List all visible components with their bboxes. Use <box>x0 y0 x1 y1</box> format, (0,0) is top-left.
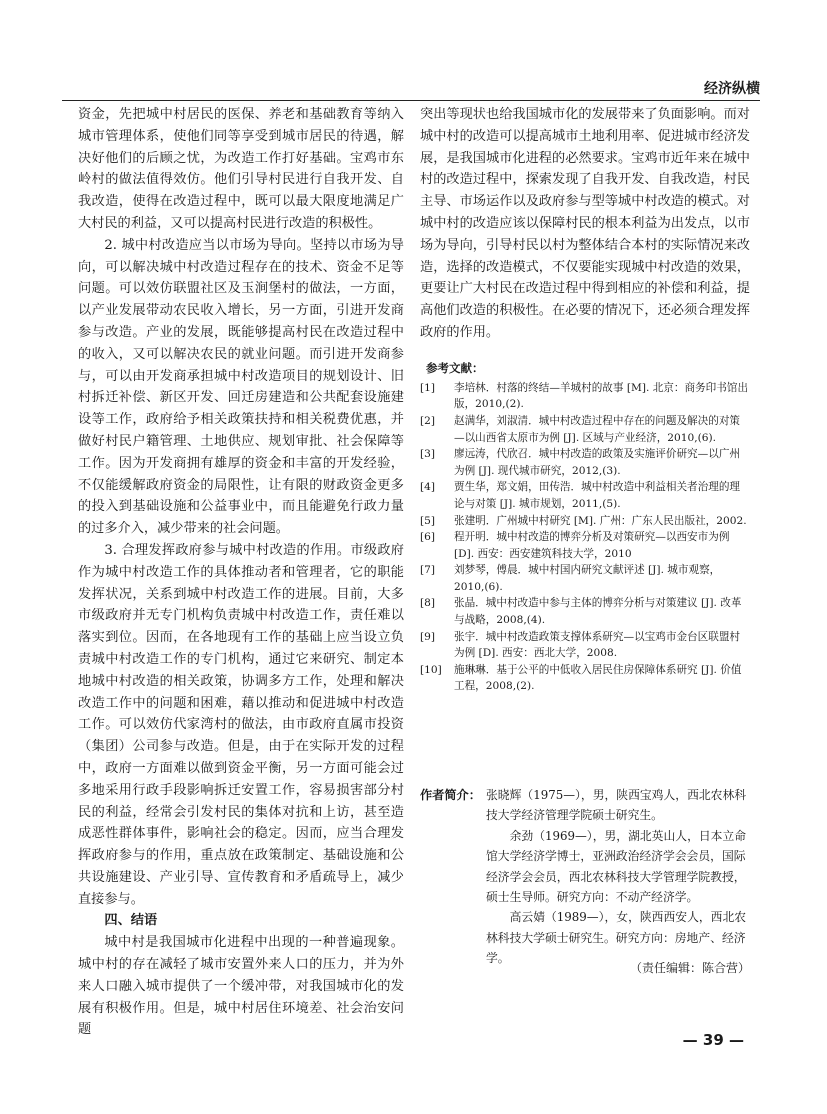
reference-item <box>420 562 750 595</box>
reference-item <box>420 629 750 662</box>
reference-number: [4] <box>420 481 436 494</box>
author-info-body <box>486 785 750 969</box>
header-rule <box>62 100 760 101</box>
reference-text: 张建明．广州城中村研究 [M]. 广州：广东人民出版社，2002. <box>454 514 747 527</box>
left-column <box>78 104 404 1041</box>
right-column <box>420 104 750 695</box>
body-paragraph: 城中村是我国城市化进程中出现的一种普遍现象。城中村的存在减轻了城市安置外来人口的压力，并为外来人口融入城市提供了一个缓冲带，对我国城市化的发展有积极作用。但是，城中村居住环境差、社会治安问题 <box>78 935 404 1038</box>
reference-text: 刘梦琴，傅晨．城中村国内研究文献评述 [J]. 城市观察，2010,(6). <box>454 564 721 593</box>
page-number: — 39 — <box>682 1031 744 1049</box>
references-title: 参考文献： <box>426 360 484 375</box>
reference-text: 廖远涛，代欣召．城中村改造的政策及实施评价研究—以广州为例 [J]. 现代城市研究，2012,(3). <box>454 448 741 477</box>
reference-number: [9] <box>420 630 436 643</box>
references-list <box>420 380 750 695</box>
reference-item <box>420 446 750 479</box>
reference-text: 贾生华，郑文娟，田传浩．城中村改造中利益相关者治理的理论与对策 [J]. 城市规划，2011,(5). <box>454 481 741 510</box>
body-paragraph: 突出等现状也给我国城市化的发展带来了负面影响。而对城中村的改造可以提高城市土地利用率、促进城市经济发展，是我国城市化进程的必然要求。宝鸡市近年来在城中村的改造过程中，探索发现了自我开发、自我改造，村民主导、市场运作以及政府参与型等城中村改造的模式。对城中村的改造应该以保障村民的根本利益为出发点，以市场为导向，引导村民以村为整体结合本村的实际情况来改造，选择的改造模式，不仅要能实现城中村改造的效果，更要让广大村民在改造过程中得到相应的补偿和利益，提高他们改造的积极性。在必要的情况下，还必须合理发挥政府的作用。 <box>420 107 750 340</box>
author-entry: 张晓辉（1975—），男，陕西宝鸡人，西北农林科技大学经济管理学院硕士研究生。 <box>486 788 747 823</box>
body-paragraph: 2. 城中村改造应当以市场为导向。坚持以市场为导向，可以解决城中村改造过程存在的技术、资金不足等问题。可以效仿联盟社区及玉涧堡村的做法，一方面，以产业发展带动农民收入增长，另一方面，引进开发商参与改造。产业的发展，既能够提高村民在改造过程中的收入，又可以解决农民的就业问题。而引进开发商参与，可以由开发商承担城中村改造项目的规划设计、旧村拆迁补偿、新区开发、回迁房建造和公共配套设施建设等工作，政府给予相关政策扶持和相关税费优惠，并做好村民户籍管理、土地供应、规划审批、社会保障等工作。因为开发商拥有雄厚的资金和丰富的开发经验，不仅能缓解政府资金的局限性，让有限的财政资金更多的投入到基础设施和公益事业中，而且能避免行政力量的过多介入，减少带来的社会问题。 <box>78 237 404 537</box>
reference-number: [2] <box>420 414 436 427</box>
reference-item <box>420 513 750 530</box>
body-paragraph: 资金，先把城中村居民的医保、养老和基础教育等纳入城市管理体系，使他们同等享受到城市居民的待遇，解决好他们的后顾之忧，为改造工作打好基础。宝鸡市东岭村的做法值得效仿。他们引导村民进行自我开发、自我改造，使得在改造过程中，既可以最大限度地满足广大村民的利益，又可以提高村民进行改造的积极性。 <box>78 107 404 231</box>
right-column-body <box>420 104 750 344</box>
reference-item <box>420 595 750 628</box>
reference-number: [10] <box>420 663 442 676</box>
reference-number: [3] <box>420 448 436 461</box>
reference-text: 李培林．村落的终结—羊城村的故事 [M]. 北京：商务印书馆出版，2010,(2). <box>454 381 749 411</box>
reference-text: 程开明．城中村改造的博弈分析及对策研究—以西安市为例 [D]. 西安：西安建筑科技大学，2010 <box>454 531 730 560</box>
section-title: 经济纵横 <box>704 81 760 97</box>
author-info <box>420 785 750 969</box>
author-entry: 高云婧（1989—），女，陕西西安人，西北农林科技大学硕士研究生。研究方向：房地产、经济学。 <box>486 910 747 966</box>
author-entry: 余劲（1969—），男，湖北英山人，日本立命馆大学经济学博士，亚洲政治经济学会会员，国际经济学会会员，西北农林科技大学管理学院教授，硕士生导师。研究方向：不动产经济学。 <box>486 828 747 905</box>
reference-item <box>420 479 750 512</box>
reference-item <box>420 662 750 695</box>
reference-text: 赵满华，刘淑清．城中村改造过程中存在的问题及解决的对策—以山西省太原市为例 [J]. 区域与产业经济，2010,(6). <box>454 414 741 444</box>
reference-text: 张晶．城中村改造中参与主体的博弈分析与对策建议 [J]. 改革与战略，2008,(4). <box>454 597 742 627</box>
reference-number: [8] <box>420 597 436 610</box>
reference-item <box>420 413 750 446</box>
reference-text: 张宇．城中村改造政策支撑体系研究—以宝鸡市金台区联盟村为例 [D]. 西安：西北大学，2008. <box>454 630 741 660</box>
reference-text: 施琳琳．基于公平的中低收入居民住房保障体系研究 [J]. 价值工程，2008,(2). <box>454 663 742 693</box>
section-heading: 四、结语 <box>104 913 158 929</box>
body-paragraph: 3. 合理发挥政府参与城中村改造的作用。市级政府作为城中村改造工作的具体推动者和管理者，它的职能发挥状况，关系到城中村改造工作的进展。目前，大多市级政府并无专门机构负责城中村改造工作，责任难以落实到位。因而，在各地现有工作的基础上应当设立负责城中村改造工作的专门机构，通过它来研究、制定本地城中村改造的相关政策，协调多方工作，处理和解决改造工作中的问题和困难，藉以推动和促进城中村改造工作。可以效仿代家湾村的做法，由市政府直属市投资（集团）公司参与改造。但是，由于在实际开发的过程中，政府一方面难以做到资金平衡，另一方面可能会过多地采用行政手段影响拆迁安置工作，容易损害部分村民的利益，经常会引发村民的集体对抗和上访，甚至造成恶性群体事件，影响社会的稳定。因而，应当合理发挥政府参与的作用，重点放在政策制定、基础设施和公共设施建设、产业引导、宣传教育和矛盾疏导上，减少直接参与。 <box>78 542 404 907</box>
reference-number: [1] <box>420 381 436 394</box>
reference-number: [7] <box>420 564 436 577</box>
reference-item <box>420 529 750 562</box>
reference-number: [6] <box>420 531 436 544</box>
responsible-editor: （责任编辑：陈合营） <box>629 961 750 975</box>
reference-number: [5] <box>420 514 436 527</box>
reference-item <box>420 380 750 413</box>
running-header <box>62 80 760 98</box>
author-info-label: 作者简介： <box>420 788 481 802</box>
